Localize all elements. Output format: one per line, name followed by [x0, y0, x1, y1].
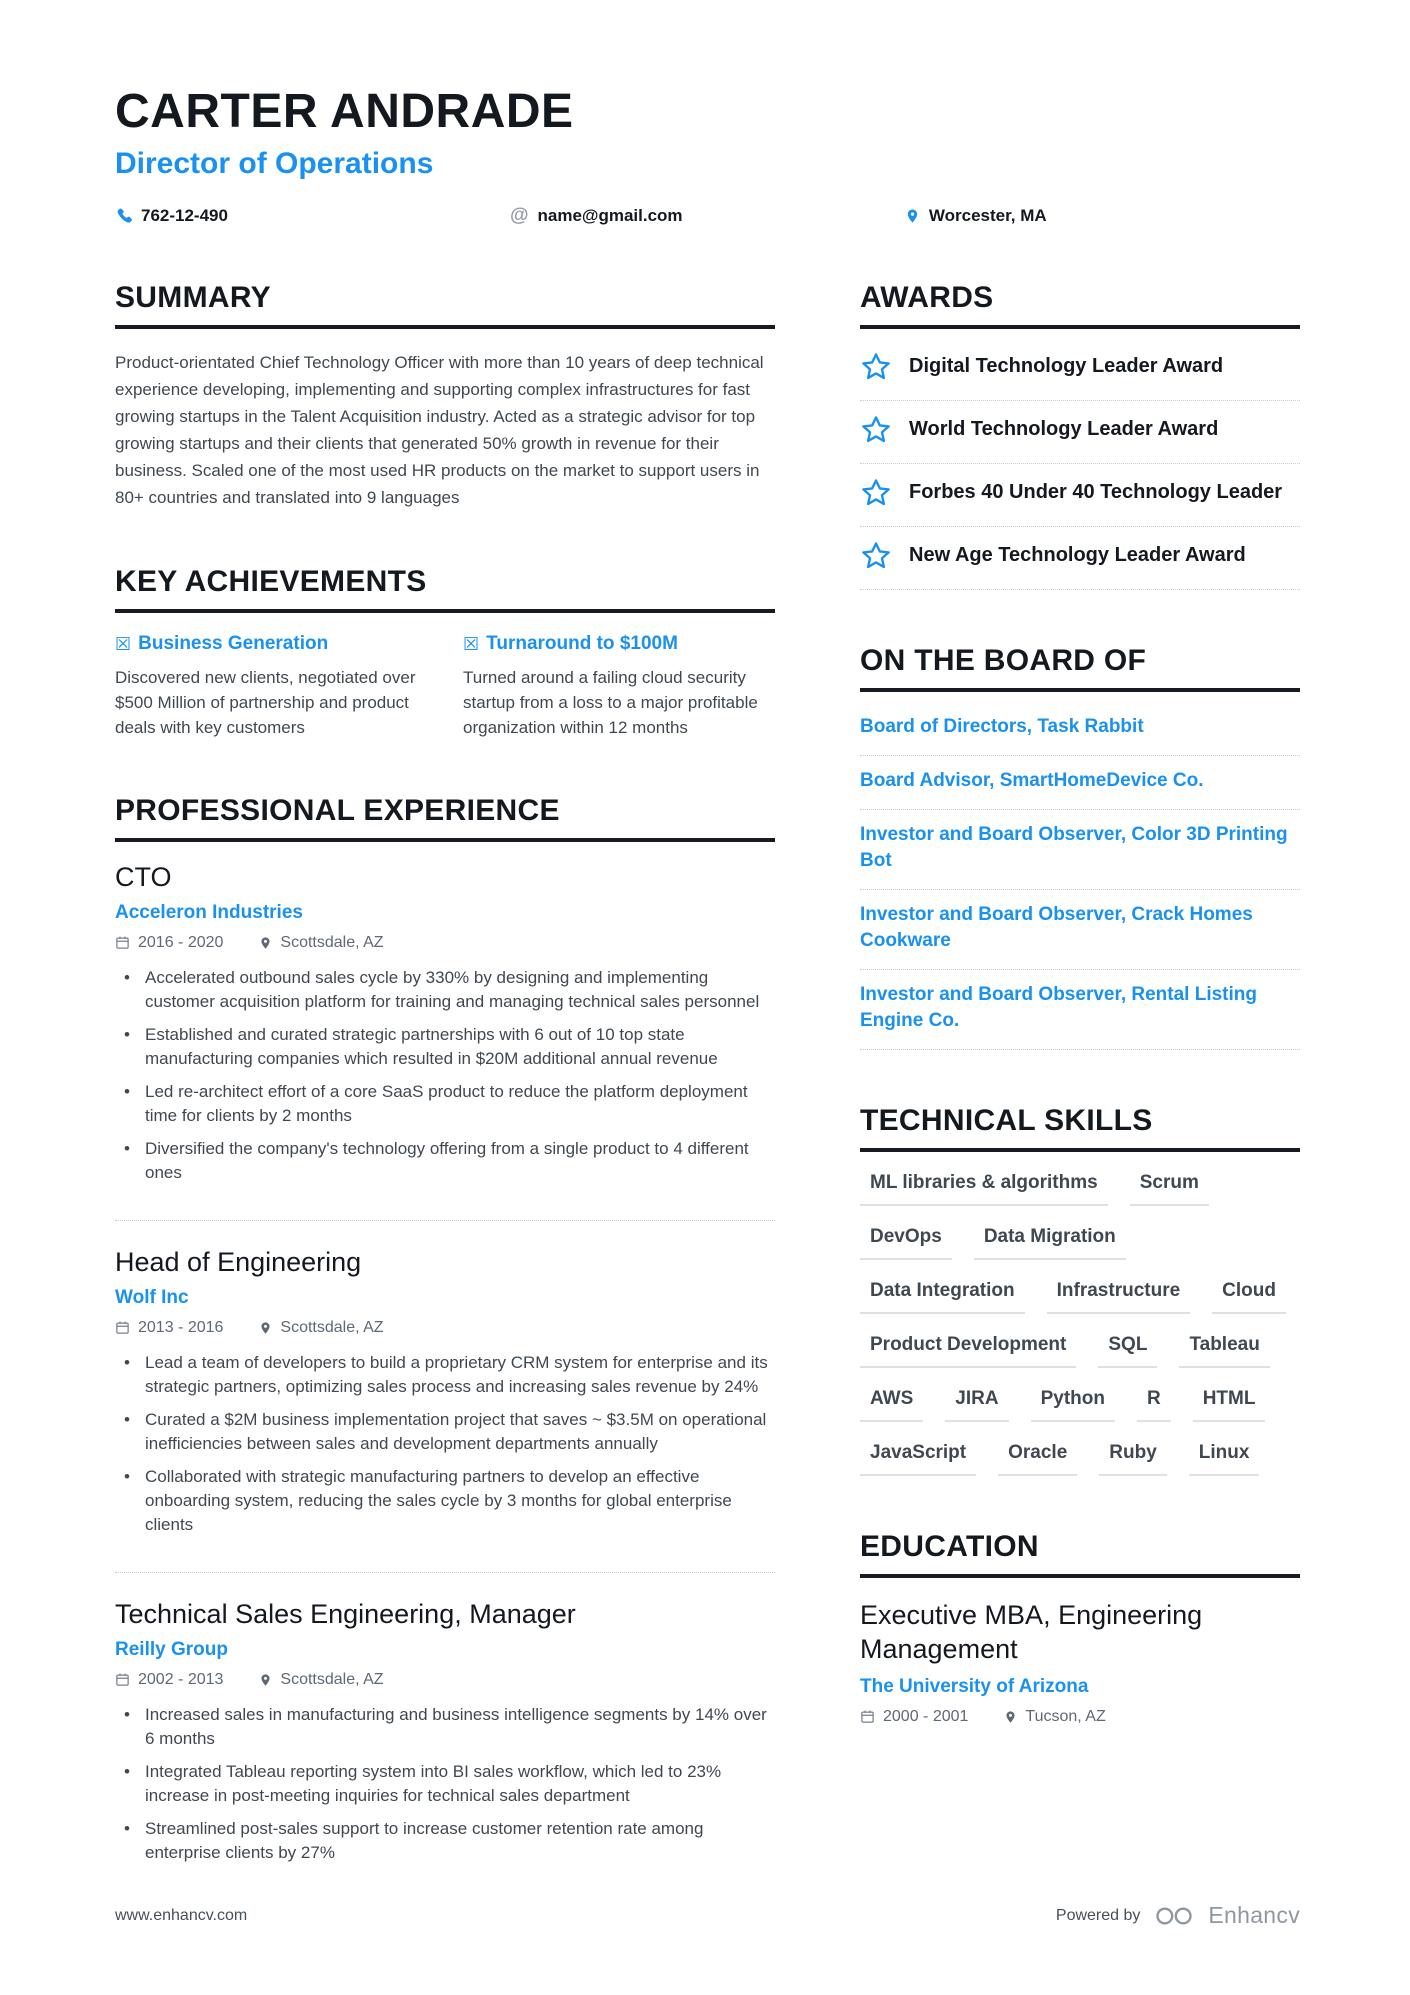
summary-text: Product-orientated Chief Technology Officer with more than 10 years of deep technical experience developing, implementing and supporting complex infrastructures for fast growing startups in the Talent Acquisition industry. Acted as a strategic advisor for top growing startups and their clients that generated 50% growth in revenue for their business. Scaled one of the most used HR products on the market to support users in 80+ countries and translated into 9 languages — [115, 352, 764, 507]
achievement-box-x-icon: ☒ — [463, 633, 480, 654]
achievement-title-row — [115, 633, 427, 655]
job-bullet: • Diversified the company's technology offering from a single product to 4 different ones — [115, 1137, 775, 1185]
achievement-item — [463, 633, 775, 740]
calendar-icon — [860, 1709, 875, 1724]
award-item — [860, 349, 1300, 401]
education-section — [860, 1530, 1300, 1726]
award-item — [860, 464, 1300, 527]
experience-heading: PROFESSIONAL EXPERIENCE — [115, 794, 775, 842]
skill-tag: Linux — [1189, 1442, 1260, 1476]
skill-tag: DevOps — [860, 1226, 952, 1260]
skill-tag: ML libraries & algorithms — [860, 1172, 1108, 1206]
job-bullet: • Lead a team of developers to build a proprietary CRM system for enterprise and its strategic partners, optimizing sales process and increasing sales revenue by 24% — [115, 1351, 775, 1399]
education-degree: Executive MBA, Engineering Management — [860, 1599, 1203, 1664]
achievements-grid — [115, 633, 775, 740]
skill-tag: Data Integration — [860, 1280, 1025, 1314]
job-meta-row — [115, 1319, 775, 1337]
board-heading: ON THE BOARD OF — [860, 644, 1300, 692]
education-school: The University of Arizona — [860, 1675, 1089, 1697]
location-contact — [905, 206, 1300, 226]
job-bullets — [115, 966, 775, 1185]
job-company: Wolf Inc — [115, 1286, 189, 1308]
star-icon — [860, 540, 892, 572]
board-item: Investor and Board Observer, Color 3D Printing Bot — [860, 810, 1300, 890]
skill-tag: JIRA — [945, 1388, 1008, 1422]
skill-tag: Infrastructure — [1047, 1280, 1191, 1314]
powered-by-label: Powered by — [1055, 1906, 1141, 1924]
job-location: Scottsdale, AZ — [259, 934, 383, 952]
skill-tag: AWS — [860, 1388, 923, 1422]
enhancv-brand-name: Enhancv — [1208, 1902, 1300, 1928]
job-role: Technical Sales Engineering, Manager — [115, 1598, 576, 1629]
email-at-icon: @ — [509, 204, 529, 226]
technical-skills-section — [860, 1104, 1300, 1476]
job-role: CTO — [115, 861, 172, 892]
job-location: Scottsdale, AZ — [259, 1671, 383, 1689]
award-title: World Technology Leader Award — [909, 417, 1219, 440]
achievement-item — [115, 633, 427, 740]
job-role: Head of Engineering — [115, 1246, 362, 1277]
skill-tag: SQL — [1098, 1334, 1157, 1368]
footer — [115, 1902, 1300, 1929]
right-column — [860, 281, 1300, 1919]
job-bullet: • Increased sales in manufacturing and business intelligence segments by 14% over 6 months — [115, 1703, 775, 1751]
skill-tag: Scrum — [1130, 1172, 1209, 1206]
job-bullet: • Collaborated with strategic manufacturing partners to develop an effective onboarding system, reducing the sales cycle by 3 months for global enterprise clients — [115, 1465, 775, 1537]
location-pin-icon — [259, 1672, 272, 1688]
awards-section — [860, 281, 1300, 590]
achievement-box-x-icon: ☒ — [115, 633, 132, 654]
education-heading: EDUCATION — [860, 1530, 1300, 1578]
education-meta-row — [860, 1708, 1300, 1726]
calendar-icon — [115, 1672, 130, 1687]
skill-tag: JavaScript — [860, 1442, 976, 1476]
key-achievements-heading: KEY ACHIEVEMENTS — [115, 565, 775, 613]
skill-tag: HTML — [1193, 1388, 1266, 1422]
skill-tag: Python — [1031, 1388, 1115, 1422]
summary-section — [115, 281, 775, 511]
star-icon — [860, 351, 892, 383]
award-item — [860, 401, 1300, 464]
skills-heading: TECHNICAL SKILLS — [860, 1104, 1300, 1152]
job-bullet: • Established and curated strategic partnerships with 6 out of 10 top state manufacturing companies which resulted in $20M additional annual revenue — [115, 1023, 775, 1071]
skills-list — [860, 1172, 1300, 1476]
education-location: Tucson, AZ — [1004, 1708, 1105, 1726]
job-dates: 2016 - 2020 — [115, 934, 223, 952]
location-pin-icon — [259, 935, 272, 951]
star-icon — [860, 477, 892, 509]
job-bullet: • Integrated Tableau reporting system into BI sales workflow, which led to 23% increase in post-meeting inquiries for technical sales department — [115, 1760, 775, 1808]
enhancv-logo-icon — [1152, 1905, 1196, 1927]
skill-tag: Ruby — [1099, 1442, 1167, 1476]
calendar-icon — [115, 1320, 130, 1335]
skill-tag: Cloud — [1212, 1280, 1286, 1314]
job-dates: 2002 - 2013 — [115, 1671, 223, 1689]
job-bullet: • Accelerated outbound sales cycle by 330% by designing and implementing customer acquisition platform for training and managing technical sales personnel — [115, 966, 775, 1014]
header — [115, 86, 1300, 227]
summary-heading: SUMMARY — [115, 281, 775, 329]
award-title: Forbes 40 Under 40 Technology Leader — [909, 480, 1283, 503]
candidate-job-title: Director of Operations — [115, 146, 434, 180]
job-location: Scottsdale, AZ — [259, 1319, 383, 1337]
key-achievements-section — [115, 565, 775, 740]
phone-number: 762-12-490 — [141, 205, 228, 225]
contact-row — [115, 205, 1300, 227]
experience-section — [115, 794, 775, 1865]
calendar-icon — [115, 935, 130, 950]
location-pin-icon — [1004, 1709, 1017, 1725]
board-section — [860, 644, 1300, 1050]
board-item: Board Advisor, SmartHomeDevice Co. — [860, 756, 1300, 810]
job-company: Reilly Group — [115, 1638, 228, 1660]
job-dates: 2013 - 2016 — [115, 1319, 223, 1337]
email-contact — [510, 205, 905, 227]
phone-icon — [115, 207, 132, 224]
content-columns — [115, 281, 1300, 1919]
job-bullets — [115, 1351, 775, 1537]
phone-contact — [115, 206, 510, 226]
left-column — [115, 281, 775, 1919]
achievement-text: Discovered new clients, negotiated over $500 Million of partnership and product deals with key customers — [115, 667, 416, 737]
achievement-title: Turnaround to $100M — [486, 632, 678, 654]
job-bullet: • Led re-architect effort of a core SaaS product to reduce the platform deployment time for clients by 2 months — [115, 1080, 775, 1128]
job-company: Acceleron Industries — [115, 901, 303, 923]
location-pin-icon — [259, 1320, 272, 1336]
board-item: Investor and Board Observer, Crack Homes Cookware — [860, 890, 1300, 970]
skill-tag: Data Migration — [974, 1226, 1126, 1260]
job-entry — [115, 1247, 775, 1573]
location-text: Worcester, MA — [928, 205, 1047, 225]
skill-tag: Oracle — [998, 1442, 1077, 1476]
skill-tag: Tableau — [1179, 1334, 1269, 1368]
job-bullets — [115, 1703, 775, 1865]
board-item: Investor and Board Observer, Rental Listing Engine Co. — [860, 970, 1300, 1050]
job-bullet: • Curated a $2M business implementation project that saves ~ $3.5M on operational inefficiencies between sales and development departments annually — [115, 1408, 775, 1456]
job-bullet: • Streamlined post-sales support to increase customer retention rate among enterprise clients by 27% — [115, 1817, 775, 1865]
achievement-title: Business Generation — [138, 632, 329, 654]
location-pin-icon — [905, 207, 920, 225]
job-entry — [115, 862, 775, 1221]
job-meta-row — [115, 1671, 775, 1689]
education-dates: 2000 - 2001 — [860, 1708, 968, 1726]
skill-tag: R — [1137, 1388, 1171, 1422]
achievement-title-row — [463, 633, 775, 655]
awards-heading: AWARDS — [860, 281, 1300, 329]
award-item — [860, 527, 1300, 590]
candidate-name: CARTER ANDRADE — [115, 85, 574, 138]
powered-by-enhancv[interactable] — [1056, 1902, 1300, 1929]
enhancv-site-link[interactable]: www.enhancv.com — [115, 1906, 248, 1924]
achievement-text: Turned around a failing cloud security startup from a loss to a major profitable organization within 12 months — [463, 667, 758, 737]
award-title: Digital Technology Leader Award — [909, 354, 1224, 377]
award-title: New Age Technology Leader Award — [909, 543, 1246, 566]
board-item: Board of Directors, Task Rabbit — [860, 712, 1300, 756]
job-meta-row — [115, 934, 775, 952]
job-entry — [115, 1599, 775, 1865]
skill-tag: Product Development — [860, 1334, 1076, 1368]
email-address: name@gmail.com — [537, 205, 683, 225]
star-icon — [860, 414, 892, 446]
